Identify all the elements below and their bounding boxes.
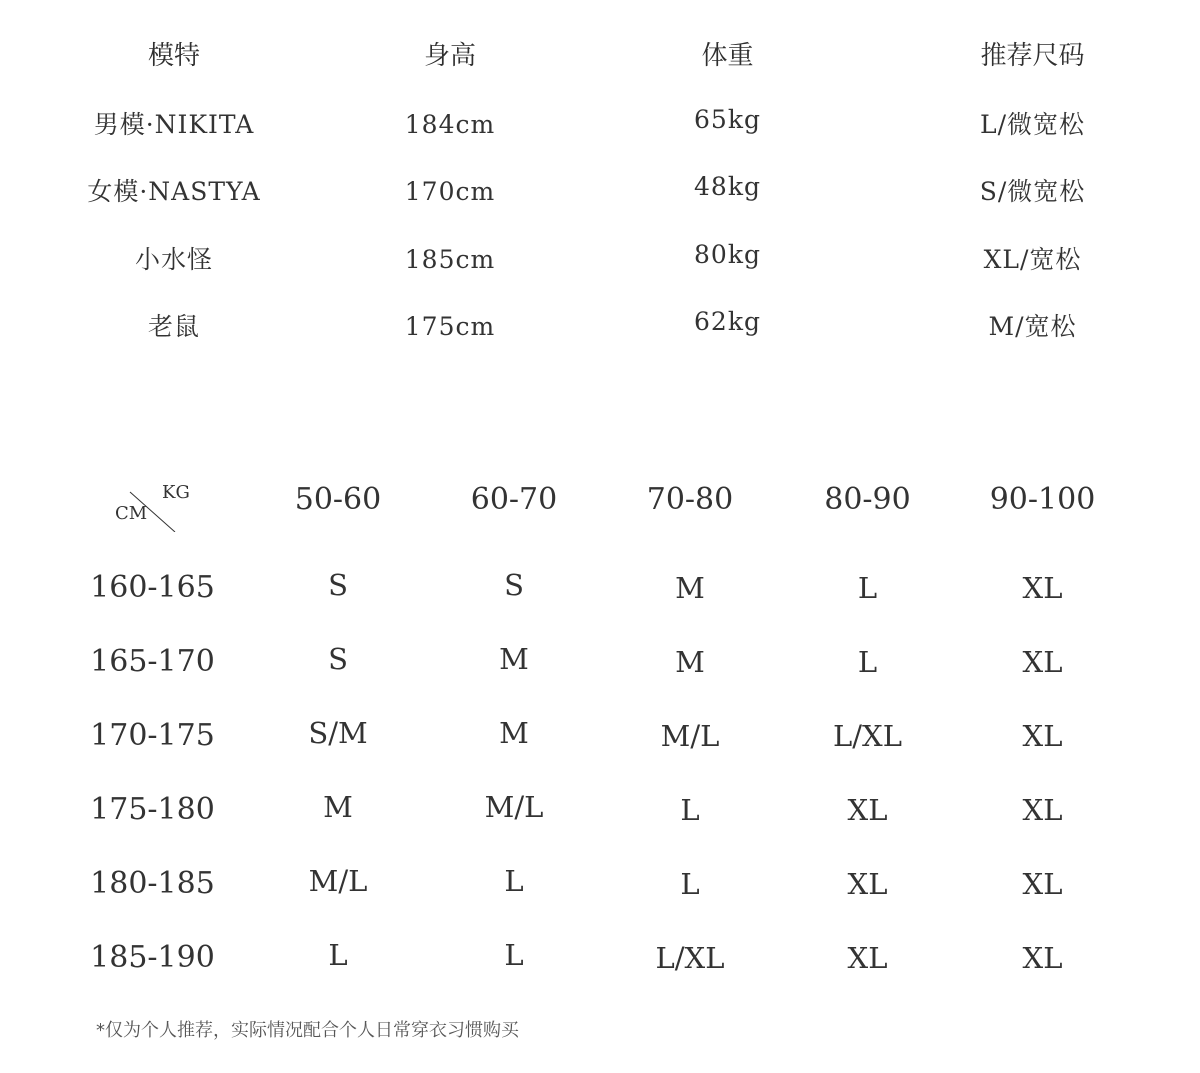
size-cell: L [328,938,348,972]
size-cell: XL [1022,719,1063,753]
size-cell: L [504,864,524,898]
size-cell: L [680,867,700,901]
size-cell: M [499,716,529,750]
model-size: M/宽松 [988,312,1077,341]
size-cell: XL [847,867,888,901]
footnote: *仅为个人推荐，实际情况配合个人日常穿衣习惯购买 [96,1020,519,1041]
height-range: 160-165 [90,570,215,605]
model-weight: 65kg [694,105,761,134]
model-row [0,307,1200,347]
size-cell: M [499,642,529,676]
model-height: 185cm [404,245,496,274]
model-row [0,172,1200,212]
height-range: 170-175 [90,718,215,753]
weight-range: 80-90 [824,482,911,517]
model-size: S/微宽松 [979,177,1086,206]
size-cell: L [504,938,524,972]
weight-range: 50-60 [294,482,382,517]
model-row [0,105,1200,145]
model-name: 老鼠 [147,312,200,341]
size-cell: L [680,793,700,827]
weight-range: 90-100 [989,482,1096,517]
size-cell: M/L [660,719,720,753]
header-model: 模特 [147,41,200,71]
header-weight: 体重 [701,41,754,71]
size-chart-row [0,936,1200,980]
size-cell: M [323,790,353,824]
height-unit-label: CM [115,503,148,524]
size-cell: M [675,571,705,605]
size-cell: XL [847,941,888,975]
header-height: 身高 [423,41,476,71]
model-name: 女模·NASTYA [87,177,261,206]
size-cell: XL [1022,571,1063,605]
size-chart-row [0,566,1200,610]
size-chart-row [0,788,1200,832]
size-cell: XL [1022,645,1063,679]
height-range: 185-190 [90,940,215,975]
model-name: 小水怪 [134,245,213,274]
size-cell: XL [847,793,888,827]
height-range: 175-180 [90,792,215,827]
model-weight: 48kg [694,172,761,201]
weight-range: 60-70 [470,482,558,517]
size-chart-row [0,640,1200,684]
size-cell: S [504,568,524,602]
model-table-header [0,36,1200,76]
size-cell: L [857,571,878,605]
size-chart-row [0,862,1200,906]
model-height: 184cm [404,110,496,139]
size-cell: XL [1022,941,1063,975]
size-cell: M/L [308,864,368,898]
model-size: XL/宽松 [983,245,1082,274]
size-cell: L/XL [833,719,902,753]
size-cell: S [328,568,348,602]
size-cell: S/M [308,716,368,750]
model-weight: 62kg [694,307,761,336]
model-size: L/微宽松 [979,110,1086,139]
weight-unit-label: KG [162,482,190,503]
height-range: 165-170 [90,644,215,679]
header-recommended-size: 推荐尺码 [980,41,1085,71]
size-cell: M [675,645,705,679]
weight-range: 70-80 [646,482,734,517]
size-cell: XL [1022,867,1063,901]
size-chart-header [0,478,1200,522]
model-weight: 80kg [694,240,761,269]
size-cell: L [857,645,878,679]
height-range: 180-185 [90,866,215,901]
size-cell: L/XL [655,941,725,975]
size-cell: XL [1022,793,1063,827]
size-cell: M/L [484,790,544,824]
model-name: 男模·NIKITA [93,110,255,139]
model-row [0,240,1200,280]
model-height: 175cm [404,312,496,341]
size-cell: S [328,642,348,676]
size-chart-row [0,714,1200,758]
model-height: 170cm [404,177,496,206]
